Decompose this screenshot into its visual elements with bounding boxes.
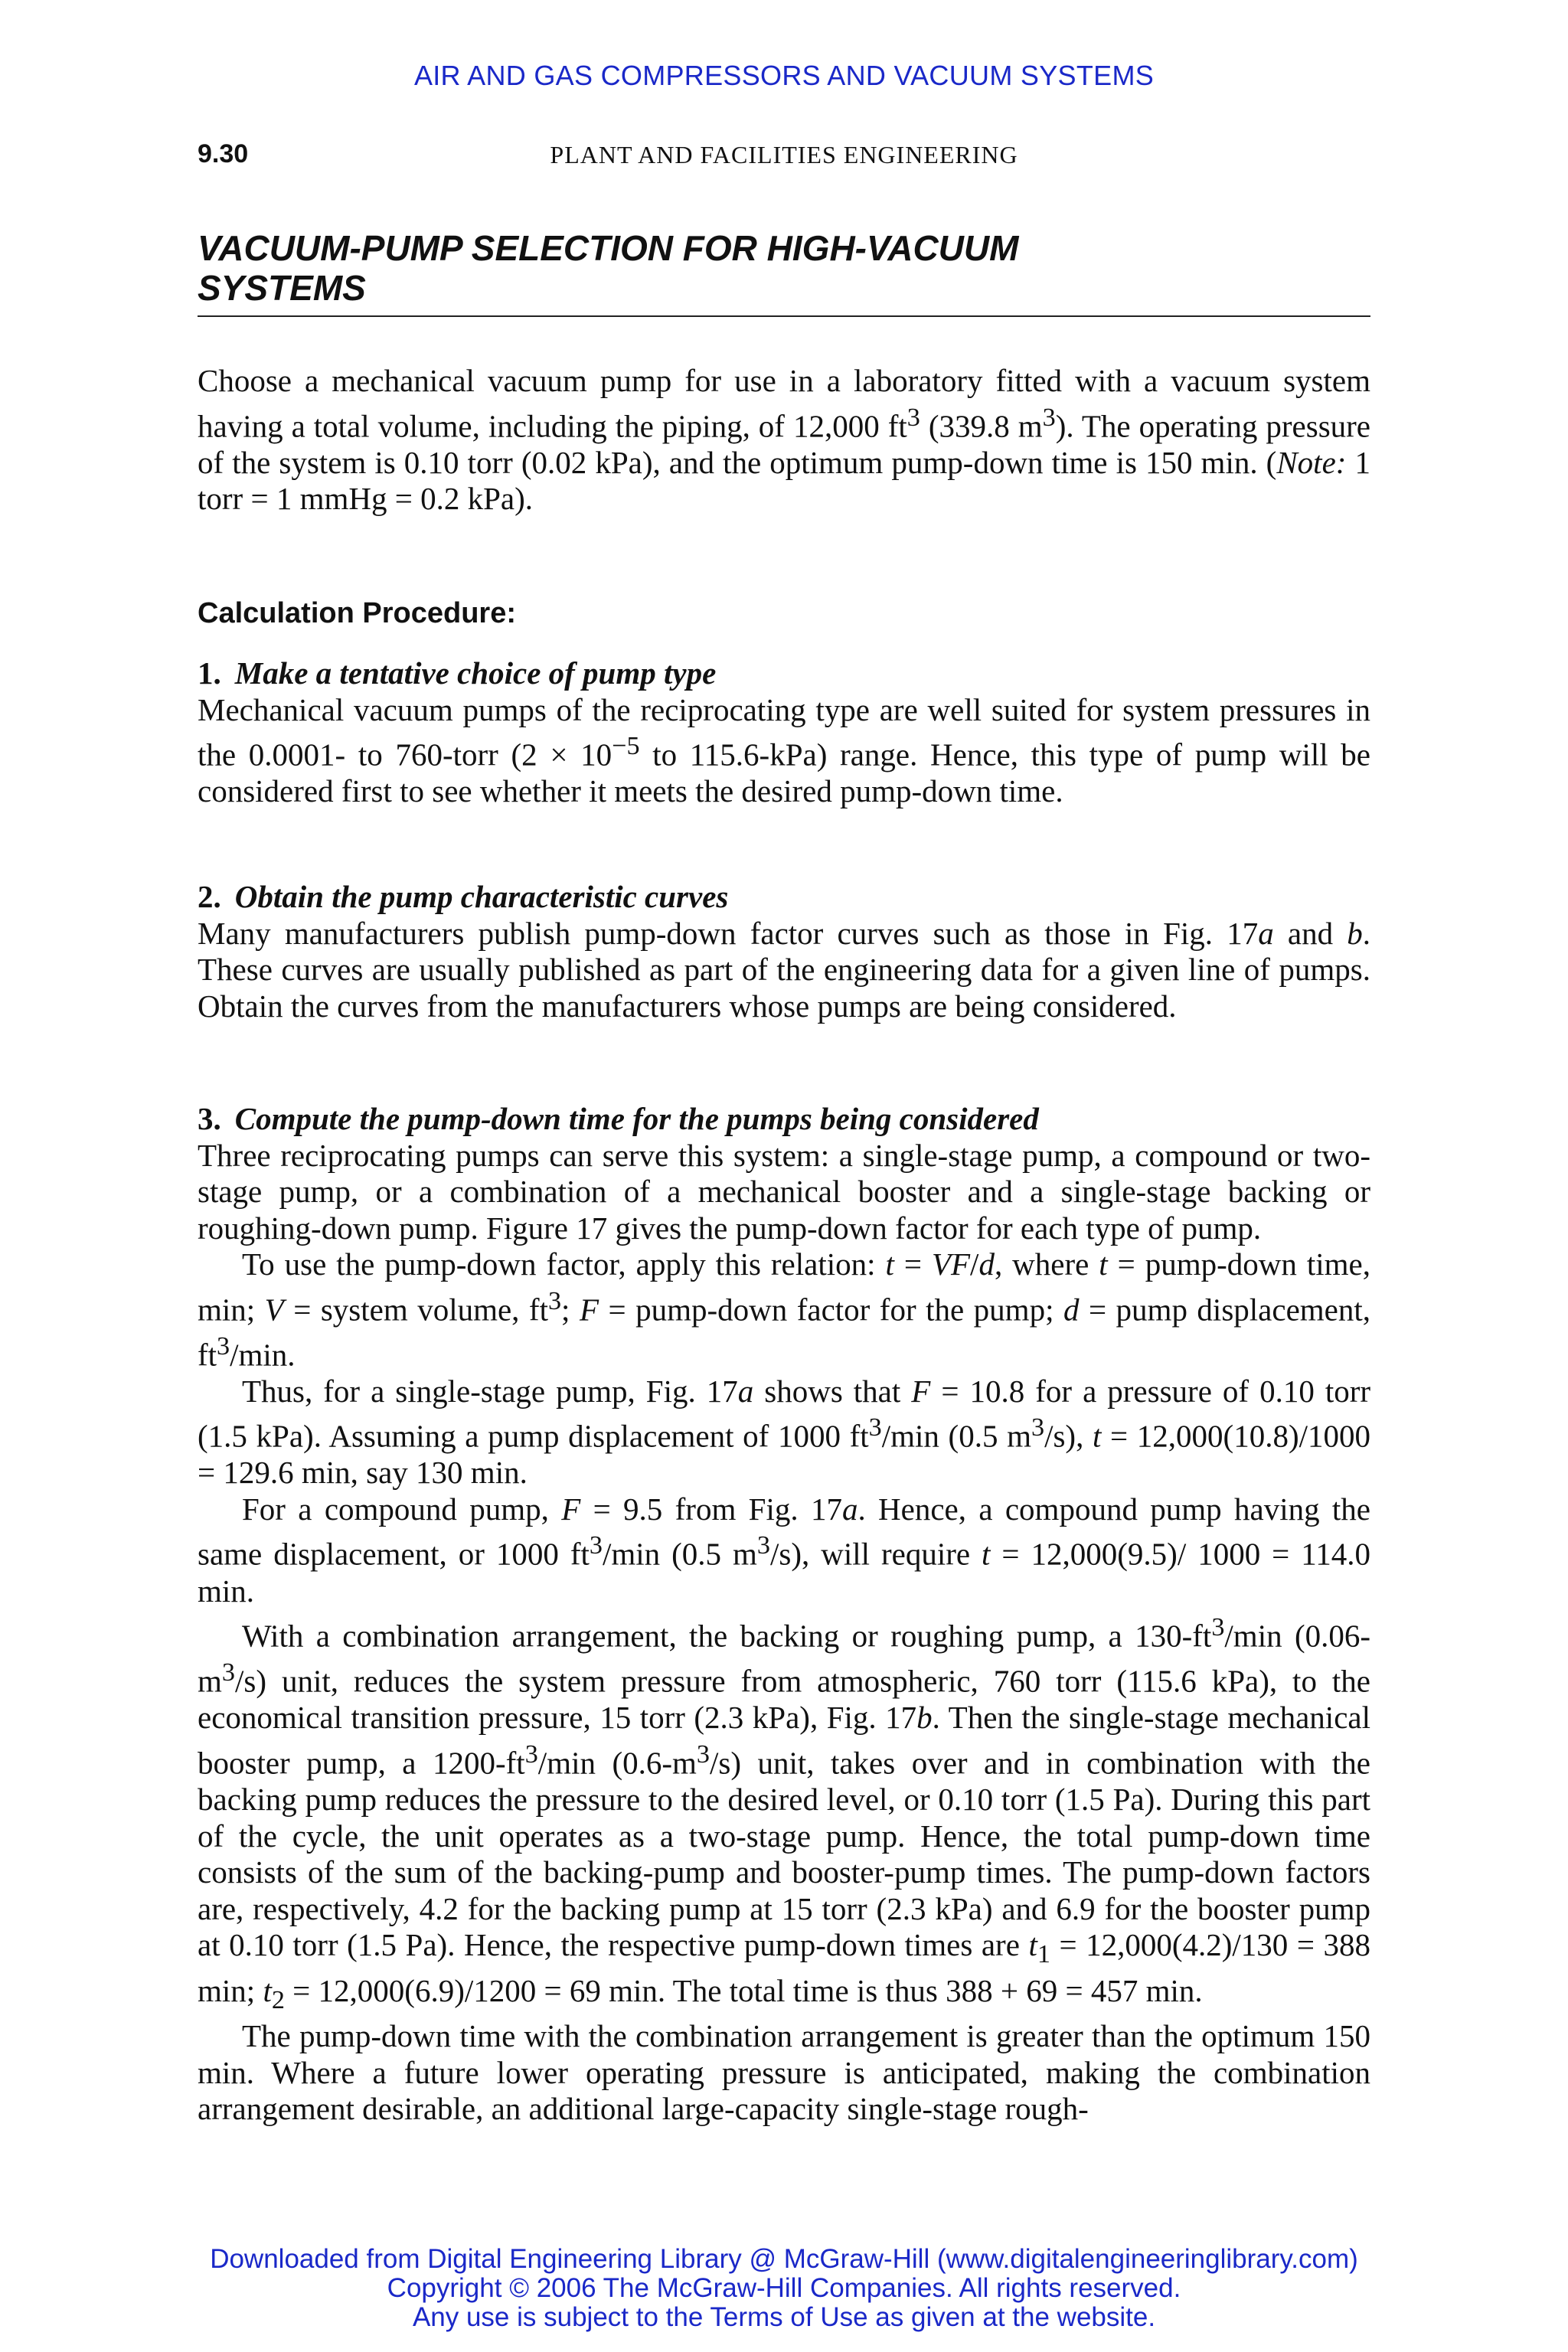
section-title-line-2: SYSTEMS <box>198 268 366 308</box>
step-1-heading: 1. Make a tentative choice of pump type <box>198 655 717 691</box>
book-title: PLANT AND FACILITIES ENGINEERING <box>550 141 1018 168</box>
footer <box>0 2245 1568 2332</box>
step-3-paragraph-6: The pump-down time with the combination arrangement is greater than the optimum 150 min. Where a future lower operating pressure is anticipated, making the combination arrangement desirable, an additional large-capacity single-stage rough- <box>198 2018 1370 2127</box>
page-number: 9.30 <box>198 139 249 168</box>
section-title-line-1: VACUUM-PUMP SELECTION FOR HIGH-VACUUM <box>198 228 1019 268</box>
footer-terms-line[interactable]: Any use is subject to the Terms of Use as given at the website. <box>412 2302 1156 2332</box>
running-head: AIR AND GAS COMPRESSORS AND VACUUM SYSTEMS <box>413 60 1155 91</box>
step-1 <box>198 655 1370 810</box>
footer-download-line[interactable]: Downloaded from Digital Engineering Library @ McGraw-Hill (www.digitalengineeringlibrary.com) <box>210 2244 1358 2274</box>
section-title <box>198 228 1370 317</box>
step-3-paragraph-1: Three reciprocating pumps can serve this system: a single-stage pump, a compound or two-stage pump, or a combination of a mechanical booster and a single-stage backing or roughing-down pump. Figure 17 gives the pump-down factor for each type of pump. <box>198 1137 1370 1246</box>
step-3 <box>198 1101 1370 2128</box>
step-3-heading: 3. Compute the pump-down time for the pumps being considered <box>198 1101 1039 1136</box>
step-2-body: Many manufacturers publish pump-down factor curves such as those in Fig. 17a and b. These curves are usually published as part of the engineering data for a given line of pumps. Obtain the curves from the manufacturers whose pumps are being considered. <box>198 915 1370 1024</box>
intro-paragraph: Choose a mechanical vacuum pump for use in a laboratory fitted with a vacuum system having a total volume, including the piping, of 12,000 $ft^3$ (339.8 $m^3$). The operating pressure of the system is 0.10 torr (0.02 kPa), and the optimum pump-down time is 150 min. (Note: 1 torr = 1 mmHg = 0.2 kPa). <box>198 363 1371 517</box>
step-2-heading: 2. Obtain the pump characteristic curves <box>198 879 729 914</box>
calculation-heading: Calculation Procedure: <box>198 597 516 629</box>
footer-copyright-line[interactable]: Copyright © 2006 The McGraw-Hill Companies. All rights reserved. <box>387 2273 1181 2303</box>
step-2 <box>198 879 1370 1024</box>
step-3-paragraph-4: For a compound pump, F = 9.5 from Fig. 17a. Hence, a compound pump having the same displacement, or 1000 $ft^3/\min$ (0.5 $m^3/s$), will require t = 12,000(9.5)/ 1000 = 114.0 min. <box>198 1491 1371 1609</box>
step-3-paragraph-3: Thus, for a single-stage pump, Fig. 17a shows that F = 10.8 for a pressure of 0.10 torr (1.5 kPa). Assuming a pump displacement of 1000 $ft^3/\min$ (0.5 $m^3/s$), t = 12,000(10.8)/1000 = 129.6 min, say 130 min. <box>198 1373 1371 1491</box>
page-header <box>198 139 1370 178</box>
step-3-paragraph-5: With a combination arrangement, the backing or roughing pump, a $130-ft^3/\min$ $(0.06-m^3/s)$ unit, reduces the system pressure from atmospheric, 760 torr (115.6 kPa), to the economical transition pressure, 15 torr (2.3 kPa), Fig. 17b. Then the single-stage mechanical booster pump, a $1200-ft^3/\min$ $(0.6-m^3/s)$ unit, takes over and in combination with the backing pump reduces the pressure to the desired level, or 0.10 torr (1.5 Pa). During this part of the cycle, the unit operates as a two-stage pump. Hence, the total pump-down time consists of the sum of the backing-pump and booster-pump times. The pump-down factors are, respectively, 4.2 for the backing pump at 15 torr (2.3 kPa) and 6.9 for the booster pump at 0.10 torr (1.5 Pa). Hence, the respective pump-down times are $t_1 = 12,000(4.2)/130 = 388$ min; $t_2 = 12,000(6.9)/1200 = 69$ min. The total time is thus 388 + 69 = 457 min. <box>198 1613 1371 2014</box>
step-1-body: Mechanical vacuum pumps of the reciprocating type are well suited for system pressures in the 0.0001- to 760-torr ($2 \times 10^{-5}$ to 115.6-kPa) range. Hence, this type of pump will be considered first to see whether it meets the desired pump-down time. <box>198 691 1371 809</box>
step-3-paragraph-2: To use the pump-down factor, apply this relation: t = VF/d, where t = pump-down time, min; V = system volume, $ft^3$; F = pump-down factor for the pump; d = pump displacement, $ft^3/\min$. <box>198 1246 1370 1373</box>
